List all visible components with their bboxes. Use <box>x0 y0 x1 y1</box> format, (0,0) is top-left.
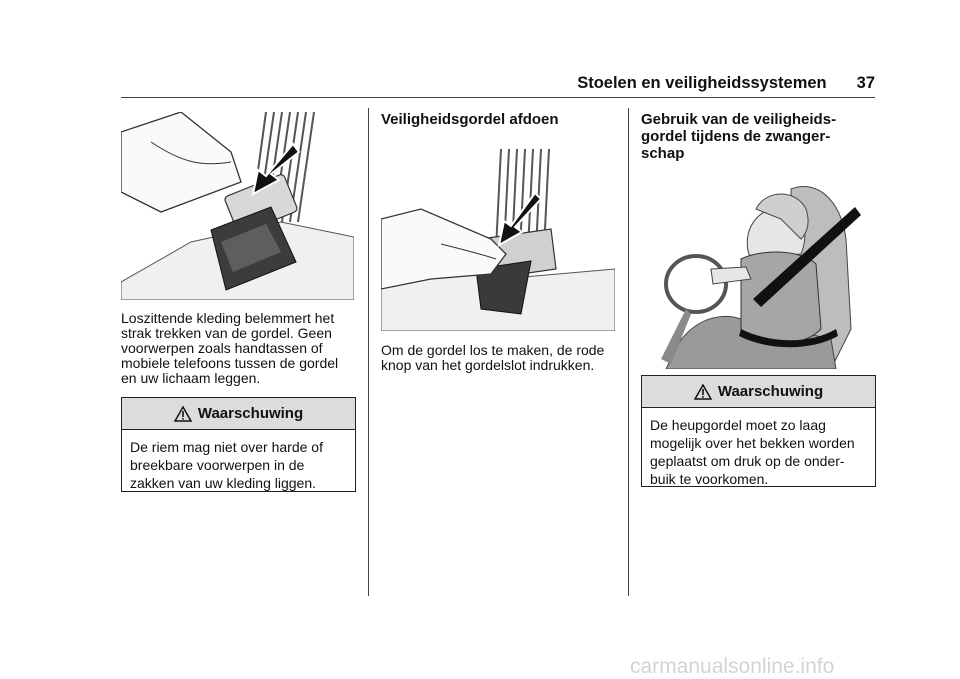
warning-triangle-icon <box>694 384 712 400</box>
warning-text-1: De riem mag niet over harde of breekbare voorwerpen in de zakken van uw kleding liggen. <box>130 439 323 491</box>
column-divider-2 <box>628 108 629 596</box>
warning-title-1: Waarschuwing <box>197 405 304 422</box>
header-divider <box>121 97 875 98</box>
warning-box-1 <box>121 397 356 492</box>
column-divider-1 <box>368 108 369 596</box>
illustration-buckle-release <box>381 149 615 331</box>
col3-heading-wrap <box>641 111 871 162</box>
page-header <box>121 70 875 96</box>
warning-title-2: Waarschuwing <box>717 383 824 400</box>
page-title: Stoelen en veiligheidssystemen <box>577 73 827 92</box>
col2-paragraph: Om de gordel los te maken, de rode knop van het gordelslot indrukken. <box>381 342 605 373</box>
buckle-insert-drawing <box>121 112 354 300</box>
watermark: carmanualsonline.info <box>630 655 835 678</box>
col1-paragraph: Loszittende kleding belemmert het strak trekken van de gordel. Geen voorwerpen zoals handtassen of mobiele telefoons tussen de gordel en uw lichaam leggen. <box>121 310 339 386</box>
warning-header-2 <box>642 376 875 408</box>
warning-box-2 <box>641 375 876 487</box>
col2-heading-wrap <box>381 111 621 128</box>
illustration-pregnancy-belt <box>641 179 875 369</box>
pregnancy-belt-drawing <box>641 179 875 369</box>
warning-triangle-icon <box>174 406 192 422</box>
col2-heading: Veiligheidsgordel afdoen <box>381 111 559 128</box>
col1-text <box>121 311 357 386</box>
warning-header-1 <box>122 398 355 430</box>
page-number: 37 <box>856 73 875 92</box>
col2-text <box>381 343 623 373</box>
illustration-buckle-insert <box>121 112 354 300</box>
warning-text-2: De heupgordel moet zo laag mogelijk over het bekken worden geplaatst om druk op de onder-buik te voorkomen. <box>650 417 855 487</box>
col3-heading: Gebruik van de veiligheids-gordel tijdens de zwanger-schap <box>641 111 837 162</box>
buckle-release-drawing <box>381 149 615 331</box>
